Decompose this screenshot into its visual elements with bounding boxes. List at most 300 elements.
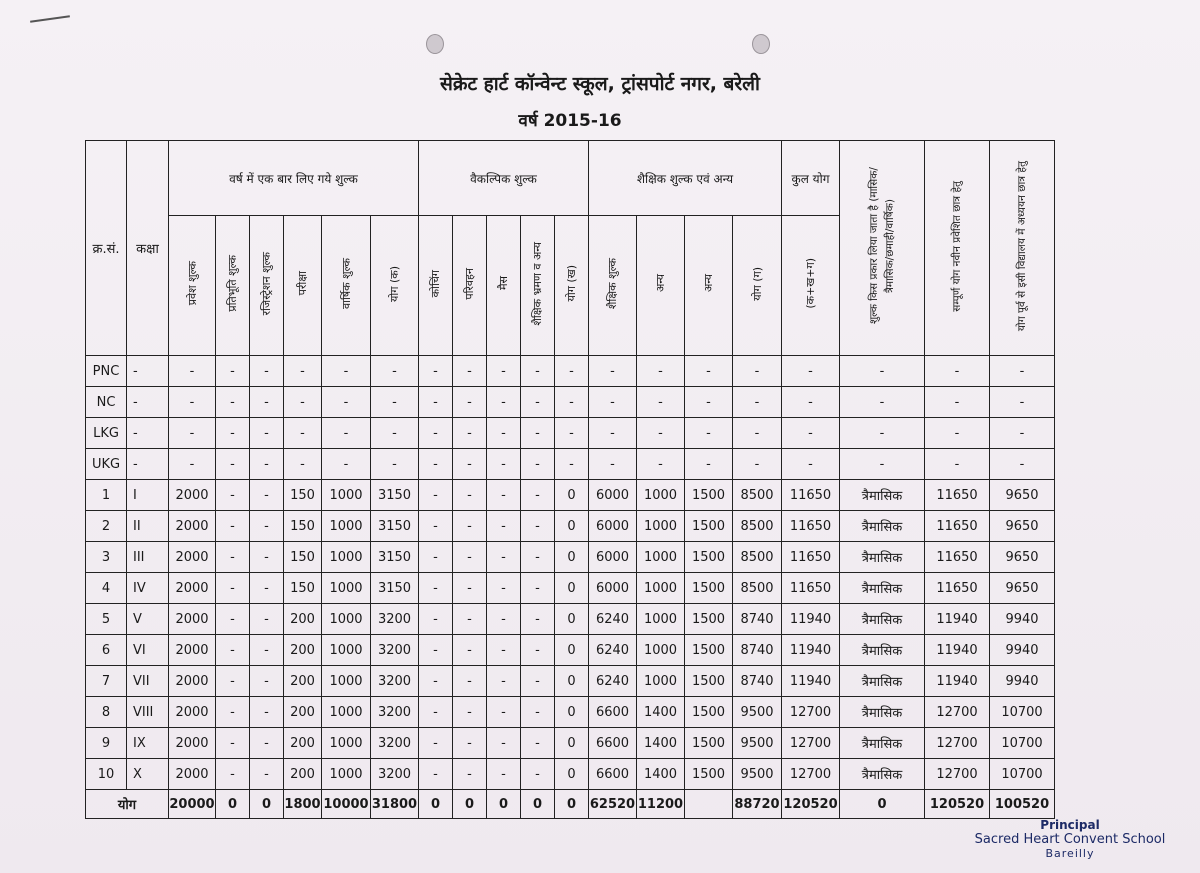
- table-cell: -: [453, 697, 487, 728]
- table-row: [86, 604, 1055, 635]
- table-cell: -: [284, 418, 322, 449]
- table-cell: 11650: [925, 511, 990, 542]
- table-cell: 1000: [322, 542, 371, 573]
- sub-header-label: वार्षिक शुल्क: [339, 257, 353, 309]
- row-sno: LKG: [86, 418, 127, 449]
- table-cell: -: [487, 542, 521, 573]
- table-cell: -: [990, 449, 1055, 480]
- table-cell: 2000: [169, 635, 216, 666]
- table-cell: 11940: [782, 666, 840, 697]
- table-cell: 0: [555, 480, 589, 511]
- table-cell: -: [453, 573, 487, 604]
- table-cell: 8500: [733, 542, 782, 573]
- table-cell: -: [284, 356, 322, 387]
- total-cell: [685, 790, 733, 819]
- table-row: [86, 511, 1055, 542]
- table-cell: -: [250, 511, 284, 542]
- table-cell: -: [419, 356, 453, 387]
- table-cell: -: [487, 573, 521, 604]
- row-sno: NC: [86, 387, 127, 418]
- table-cell: -: [521, 635, 555, 666]
- table-cell: 1400: [637, 759, 685, 790]
- table-cell: -: [216, 387, 250, 418]
- row-sno: 8: [86, 697, 127, 728]
- table-cell: -: [419, 511, 453, 542]
- table-cell: -: [250, 387, 284, 418]
- sub-header-cell: [284, 216, 322, 356]
- row-sno: 4: [86, 573, 127, 604]
- table-cell: -: [322, 356, 371, 387]
- table-cell: 8500: [733, 573, 782, 604]
- table-cell: -: [521, 356, 555, 387]
- table-cell: 200: [284, 635, 322, 666]
- table-cell: 1500: [685, 728, 733, 759]
- sub-header-label: परिवहन: [463, 267, 476, 300]
- table-cell: -: [589, 418, 637, 449]
- table-cell: -: [487, 387, 521, 418]
- sub-header-label: (क+ख+ग): [804, 258, 817, 309]
- table-row: [86, 449, 1055, 480]
- row-class: IV: [127, 573, 169, 604]
- table-cell: त्रैमासिक: [840, 573, 925, 604]
- table-cell: -: [521, 418, 555, 449]
- table-cell: 1500: [685, 511, 733, 542]
- fee-mode-label: शुल्क किस प्रकार लिया जाता है (मासिक/त्रैमासिक/छमाही/वार्षिक): [868, 167, 896, 325]
- table-cell: -: [733, 418, 782, 449]
- table-cell: 11650: [925, 480, 990, 511]
- table-cell: 9500: [733, 728, 782, 759]
- row-sno: 9: [86, 728, 127, 759]
- row-class: X: [127, 759, 169, 790]
- total-cell: 1800: [284, 790, 322, 819]
- table-cell: -: [840, 449, 925, 480]
- table-cell: 3150: [371, 573, 419, 604]
- table-cell: -: [419, 728, 453, 759]
- sub-header-cell: [250, 216, 284, 356]
- table-cell: 9500: [733, 697, 782, 728]
- table-cell: -: [782, 418, 840, 449]
- table-cell: त्रैमासिक: [840, 511, 925, 542]
- row-sno: PNC: [86, 356, 127, 387]
- table-cell: -: [555, 449, 589, 480]
- stamp-city: Bareilly: [1045, 847, 1095, 860]
- table-cell: -: [419, 604, 453, 635]
- table-cell: -: [169, 356, 216, 387]
- header-fee-mode: [840, 141, 925, 356]
- row-class: -: [127, 356, 169, 387]
- table-cell: -: [589, 449, 637, 480]
- table-cell: 11650: [782, 542, 840, 573]
- table-cell: 11650: [782, 511, 840, 542]
- header-academic-fees: शैक्षिक शुल्क एवं अन्य: [589, 141, 782, 216]
- table-cell: 6600: [589, 759, 637, 790]
- table-cell: 0: [555, 759, 589, 790]
- table-cell: -: [589, 387, 637, 418]
- table-cell: -: [840, 418, 925, 449]
- table-row: [86, 573, 1055, 604]
- table-cell: 11940: [782, 604, 840, 635]
- table-cell: 2000: [169, 666, 216, 697]
- header-sno: क्र.सं.: [86, 141, 127, 356]
- table-cell: 0: [555, 666, 589, 697]
- table-cell: 150: [284, 542, 322, 573]
- table-cell: -: [637, 356, 685, 387]
- table-cell: 1500: [685, 666, 733, 697]
- table-cell: -: [685, 418, 733, 449]
- table-cell: -: [322, 418, 371, 449]
- table-cell: 1000: [322, 666, 371, 697]
- table-cell: -: [250, 449, 284, 480]
- table-cell: 1500: [685, 635, 733, 666]
- table-cell: 6240: [589, 635, 637, 666]
- table-row: [86, 480, 1055, 511]
- table-cell: 0: [555, 511, 589, 542]
- sub-header-label: अन्य: [654, 274, 667, 293]
- pen-mark: [30, 15, 70, 23]
- fee-table-body: [86, 356, 1055, 819]
- sub-header-label: योग (क): [388, 265, 401, 302]
- table-cell: 2000: [169, 604, 216, 635]
- table-cell: 12700: [925, 759, 990, 790]
- table-cell: -: [250, 759, 284, 790]
- row-class: IX: [127, 728, 169, 759]
- stamp-school: Sacred Heart Convent School: [974, 832, 1166, 847]
- table-cell: 9940: [990, 635, 1055, 666]
- table-cell: 0: [555, 573, 589, 604]
- table-cell: त्रैमासिक: [840, 666, 925, 697]
- fee-table: [85, 140, 1055, 819]
- sub-header-cell: [733, 216, 782, 356]
- row-class: V: [127, 604, 169, 635]
- table-row: [86, 666, 1055, 697]
- table-cell: -: [322, 449, 371, 480]
- table-cell: -: [521, 728, 555, 759]
- header-once-fees: वर्ष में एक बार लिए गये शुल्क: [169, 141, 419, 216]
- table-cell: -: [521, 759, 555, 790]
- table-cell: -: [216, 666, 250, 697]
- table-cell: -: [371, 356, 419, 387]
- table-cell: 3200: [371, 635, 419, 666]
- table-cell: 1400: [637, 728, 685, 759]
- table-cell: 2000: [169, 511, 216, 542]
- sub-header-label: योग (ख): [565, 265, 578, 302]
- sub-header-cell: [637, 216, 685, 356]
- table-cell: -: [990, 356, 1055, 387]
- table-cell: 12700: [925, 697, 990, 728]
- table-cell: 1000: [637, 480, 685, 511]
- table-cell: -: [250, 356, 284, 387]
- table-cell: 9650: [990, 542, 1055, 573]
- table-cell: 11650: [782, 480, 840, 511]
- table-cell: 3200: [371, 728, 419, 759]
- table-cell: -: [453, 480, 487, 511]
- row-sno: 2: [86, 511, 127, 542]
- table-cell: 1000: [322, 511, 371, 542]
- table-cell: -: [250, 480, 284, 511]
- table-cell: -: [419, 542, 453, 573]
- table-cell: -: [453, 666, 487, 697]
- sub-header-cell: [169, 216, 216, 356]
- table-cell: 9650: [990, 480, 1055, 511]
- sub-header-cell: [782, 216, 840, 356]
- total-cell: 88720: [733, 790, 782, 819]
- sub-header-cell: [487, 216, 521, 356]
- table-cell: 9650: [990, 573, 1055, 604]
- table-cell: -: [555, 387, 589, 418]
- table-cell: -: [250, 666, 284, 697]
- table-cell: 0: [555, 697, 589, 728]
- table-cell: 1000: [637, 635, 685, 666]
- table-cell: 10700: [990, 697, 1055, 728]
- table-cell: त्रैमासिक: [840, 635, 925, 666]
- table-cell: -: [453, 604, 487, 635]
- table-cell: -: [487, 635, 521, 666]
- table-cell: -: [521, 387, 555, 418]
- table-cell: 3200: [371, 697, 419, 728]
- table-cell: 1000: [637, 573, 685, 604]
- table-cell: -: [453, 449, 487, 480]
- table-cell: -: [453, 356, 487, 387]
- table-cell: त्रैमासिक: [840, 604, 925, 635]
- table-cell: -: [733, 387, 782, 418]
- table-row: [86, 635, 1055, 666]
- table-cell: 11940: [925, 635, 990, 666]
- table-cell: -: [250, 604, 284, 635]
- table-cell: 6000: [589, 511, 637, 542]
- total-cell: 100520: [990, 790, 1055, 819]
- table-cell: 12700: [782, 759, 840, 790]
- table-cell: 1000: [637, 542, 685, 573]
- table-cell: 8740: [733, 666, 782, 697]
- table-cell: 8500: [733, 480, 782, 511]
- table-cell: -: [925, 418, 990, 449]
- row-sno: 7: [86, 666, 127, 697]
- table-cell: 2000: [169, 573, 216, 604]
- table-cell: 11940: [782, 635, 840, 666]
- table-cell: -: [487, 604, 521, 635]
- table-cell: 8740: [733, 635, 782, 666]
- table-row: [86, 697, 1055, 728]
- header-grand-total: कुल योग: [782, 141, 840, 216]
- table-row: [86, 356, 1055, 387]
- table-cell: 2000: [169, 759, 216, 790]
- session-year: वर्ष 2015-16: [518, 111, 622, 131]
- table-cell: त्रैमासिक: [840, 759, 925, 790]
- table-cell: 200: [284, 666, 322, 697]
- table-cell: -: [250, 573, 284, 604]
- table-cell: 1400: [637, 697, 685, 728]
- table-cell: -: [685, 387, 733, 418]
- table-cell: -: [487, 356, 521, 387]
- table-cell: -: [419, 759, 453, 790]
- table-cell: 9940: [990, 604, 1055, 635]
- sub-header-cell: [555, 216, 589, 356]
- table-cell: -: [453, 387, 487, 418]
- table-cell: -: [284, 449, 322, 480]
- table-cell: -: [453, 418, 487, 449]
- total-cell: 10000: [322, 790, 371, 819]
- table-cell: -: [487, 666, 521, 697]
- table-cell: -: [216, 449, 250, 480]
- sub-header-label: प्रवेश शुल्क: [185, 261, 199, 306]
- total-cell: 0: [250, 790, 284, 819]
- table-cell: 0: [555, 635, 589, 666]
- table-cell: -: [521, 542, 555, 573]
- table-cell: -: [250, 697, 284, 728]
- table-cell: -: [284, 387, 322, 418]
- table-cell: -: [453, 635, 487, 666]
- table-cell: -: [487, 480, 521, 511]
- table-cell: -: [555, 418, 589, 449]
- row-class: VI: [127, 635, 169, 666]
- table-cell: 2000: [169, 697, 216, 728]
- table-cell: -: [521, 573, 555, 604]
- table-cell: -: [990, 387, 1055, 418]
- table-cell: -: [169, 387, 216, 418]
- table-cell: -: [637, 418, 685, 449]
- row-sno: 5: [86, 604, 127, 635]
- table-cell: -: [169, 418, 216, 449]
- table-cell: -: [733, 449, 782, 480]
- table-cell: -: [555, 356, 589, 387]
- table-cell: 3200: [371, 759, 419, 790]
- table-cell: 6000: [589, 480, 637, 511]
- row-class: -: [127, 387, 169, 418]
- table-cell: 6240: [589, 604, 637, 635]
- table-cell: 200: [284, 728, 322, 759]
- table-cell: 3150: [371, 542, 419, 573]
- table-cell: -: [487, 511, 521, 542]
- table-cell: 150: [284, 511, 322, 542]
- table-cell: 200: [284, 759, 322, 790]
- row-sno: 1: [86, 480, 127, 511]
- table-cell: -: [733, 356, 782, 387]
- table-cell: -: [419, 635, 453, 666]
- table-cell: -: [925, 449, 990, 480]
- table-cell: 2000: [169, 480, 216, 511]
- total-cell: 0: [521, 790, 555, 819]
- table-cell: -: [521, 449, 555, 480]
- table-cell: 11940: [925, 666, 990, 697]
- table-row: [86, 728, 1055, 759]
- table-cell: -: [371, 387, 419, 418]
- table-row: [86, 759, 1055, 790]
- totals-label: योग: [86, 790, 169, 819]
- punch-hole-right: [752, 34, 770, 54]
- table-cell: -: [419, 418, 453, 449]
- table-cell: 6000: [589, 542, 637, 573]
- table-cell: 6000: [589, 573, 637, 604]
- table-cell: त्रैमासिक: [840, 728, 925, 759]
- table-cell: -: [782, 356, 840, 387]
- table-cell: -: [419, 480, 453, 511]
- table-cell: -: [250, 418, 284, 449]
- table-cell: -: [637, 387, 685, 418]
- punch-hole-left: [426, 34, 444, 54]
- table-cell: 0: [555, 728, 589, 759]
- row-class: VII: [127, 666, 169, 697]
- table-cell: 3200: [371, 666, 419, 697]
- row-class: -: [127, 418, 169, 449]
- sub-header-cell: [371, 216, 419, 356]
- old-student-total-label: योग पूर्व से इसी विद्यालय में अध्ययन छात्र हेतु: [1016, 160, 1028, 332]
- table-cell: -: [216, 480, 250, 511]
- table-cell: 8500: [733, 511, 782, 542]
- table-cell: -: [419, 449, 453, 480]
- total-cell: 0: [419, 790, 453, 819]
- table-cell: 150: [284, 480, 322, 511]
- total-cell: 120520: [782, 790, 840, 819]
- table-cell: -: [589, 356, 637, 387]
- table-cell: 1500: [685, 759, 733, 790]
- table-cell: -: [419, 387, 453, 418]
- sub-header-cell: [521, 216, 555, 356]
- table-cell: -: [840, 387, 925, 418]
- table-cell: त्रैमासिक: [840, 542, 925, 573]
- total-cell: 11200: [637, 790, 685, 819]
- table-cell: त्रैमासिक: [840, 697, 925, 728]
- total-cell: 0: [216, 790, 250, 819]
- sub-header-cell: [685, 216, 733, 356]
- sub-header-label: मैस: [497, 276, 510, 291]
- table-cell: 11650: [925, 542, 990, 573]
- table-cell: 1500: [685, 697, 733, 728]
- table-row: [86, 387, 1055, 418]
- table-cell: 1000: [322, 697, 371, 728]
- table-cell: -: [685, 356, 733, 387]
- table-cell: 3200: [371, 604, 419, 635]
- table-cell: -: [521, 697, 555, 728]
- table-cell: 1500: [685, 604, 733, 635]
- table-cell: -: [169, 449, 216, 480]
- row-sno: 3: [86, 542, 127, 573]
- table-cell: -: [925, 387, 990, 418]
- table-cell: 1500: [685, 542, 733, 573]
- sub-header-cell: [419, 216, 453, 356]
- row-class: -: [127, 449, 169, 480]
- row-class: I: [127, 480, 169, 511]
- totals-row: [86, 790, 1055, 819]
- table-cell: 0: [555, 604, 589, 635]
- table-cell: 8740: [733, 604, 782, 635]
- table-cell: -: [216, 511, 250, 542]
- table-cell: 1000: [637, 604, 685, 635]
- table-cell: -: [216, 759, 250, 790]
- principal-signature-stamp: [960, 818, 1180, 860]
- table-cell: -: [487, 697, 521, 728]
- stamp-title: Principal: [1040, 818, 1100, 832]
- row-class: II: [127, 511, 169, 542]
- table-cell: 6240: [589, 666, 637, 697]
- table-cell: 3150: [371, 511, 419, 542]
- table-cell: 11650: [925, 573, 990, 604]
- table-cell: 9500: [733, 759, 782, 790]
- table-cell: -: [521, 604, 555, 635]
- row-class: III: [127, 542, 169, 573]
- sub-header-label: रजिस्ट्रेशन शुल्क: [260, 251, 273, 316]
- row-class: VIII: [127, 697, 169, 728]
- table-cell: -: [925, 356, 990, 387]
- sub-header-label: योग (ग): [750, 266, 764, 301]
- table-cell: 1000: [637, 666, 685, 697]
- table-cell: -: [216, 356, 250, 387]
- table-row: [86, 418, 1055, 449]
- table-cell: -: [840, 356, 925, 387]
- table-cell: -: [216, 635, 250, 666]
- table-cell: 6600: [589, 728, 637, 759]
- sub-header-cell: [453, 216, 487, 356]
- total-cell: 31800: [371, 790, 419, 819]
